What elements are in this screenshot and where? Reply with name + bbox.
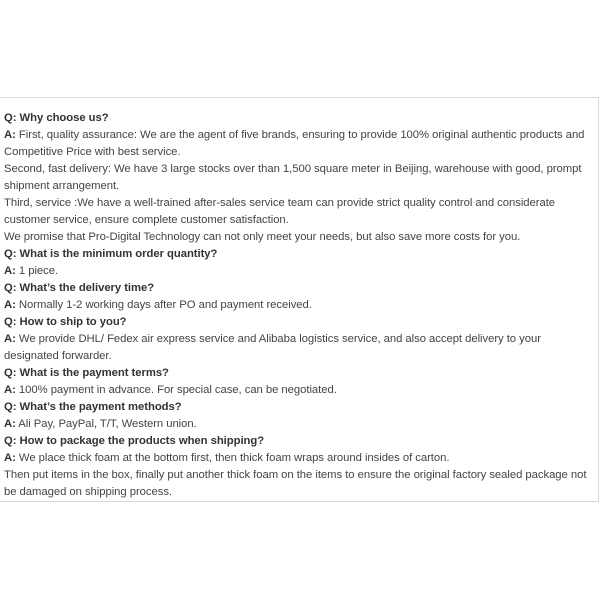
- question-text: What is the payment terms?: [19, 367, 169, 379]
- a-prefix: A:: [4, 418, 16, 430]
- a-prefix: A:: [4, 384, 16, 396]
- faq-answer-extra: We promise that Pro-Digital Technology can not only meet your needs, but also save more costs for you.: [4, 231, 521, 243]
- answer-text: First, quality assurance: We are the agent of five brands, ensuring to provide 100% original authentic products and Competitive Price with best service.: [4, 129, 585, 158]
- faq-question: [4, 433, 594, 450]
- faq-question: [4, 280, 594, 297]
- question-text: How to ship to you?: [19, 316, 127, 328]
- faq-answer: [4, 331, 594, 365]
- faq-list: [4, 110, 594, 501]
- faq-answer-extra: Third, service :We have a well-trained after-sales service team can provide strict quality control and considerate customer service, ensure complete customer satisfaction.: [4, 197, 556, 226]
- faq-answer: [4, 416, 594, 433]
- faq-question: [4, 110, 594, 127]
- q-prefix: Q:: [4, 248, 17, 260]
- q-prefix: Q:: [4, 282, 17, 294]
- q-prefix: Q:: [4, 112, 17, 124]
- answer-text: 100% payment in advance. For special case, can be negotiated.: [18, 384, 337, 396]
- faq-answer: [4, 450, 594, 467]
- faq-question: [4, 246, 594, 263]
- question-text: What is the minimum order quantity?: [19, 248, 218, 260]
- a-prefix: A:: [4, 129, 16, 141]
- faq-answer-extra: Second, fast delivery: We have 3 large stocks over than 1,500 square meter in Beijing, warehouse with good, prompt shipment arrangement.: [4, 163, 582, 192]
- faq-answer: [4, 263, 594, 280]
- q-prefix: Q:: [4, 316, 17, 328]
- faq-answer: [4, 127, 594, 161]
- answer-text: We provide DHL/ Fedex air express service and Alibaba logistics service, and also accept delivery to your designated forwarder.: [4, 333, 541, 362]
- question-text: How to package the products when shipping?: [19, 435, 265, 447]
- a-prefix: A:: [4, 299, 16, 311]
- q-prefix: Q:: [4, 401, 17, 413]
- answer-text: 1 piece.: [18, 265, 59, 277]
- a-prefix: A:: [4, 265, 16, 277]
- faq-answer: [4, 382, 594, 399]
- question-text: What’s the delivery time?: [19, 282, 155, 294]
- faq-question: [4, 365, 594, 382]
- q-prefix: Q:: [4, 435, 17, 447]
- faq-answer-extra: Then put items in the box, finally put another thick foam on the items to ensure the original factory sealed package not be damaged on shipping process.: [4, 469, 587, 498]
- a-prefix: A:: [4, 333, 16, 345]
- q-prefix: Q:: [4, 367, 17, 379]
- a-prefix: A:: [4, 452, 16, 464]
- answer-text: We place thick foam at the bottom first, then thick foam wraps around insides of carton.: [18, 452, 450, 464]
- question-text: What’s the payment methods?: [19, 401, 182, 413]
- faq-panel: [0, 97, 599, 502]
- question-text: Why choose us?: [19, 112, 109, 124]
- faq-answer: [4, 297, 594, 314]
- faq-question: [4, 314, 594, 331]
- answer-text: Ali Pay, PayPal, T/T, Western union.: [18, 418, 197, 430]
- answer-text: Normally 1-2 working days after PO and payment received.: [18, 299, 312, 311]
- faq-question: [4, 399, 594, 416]
